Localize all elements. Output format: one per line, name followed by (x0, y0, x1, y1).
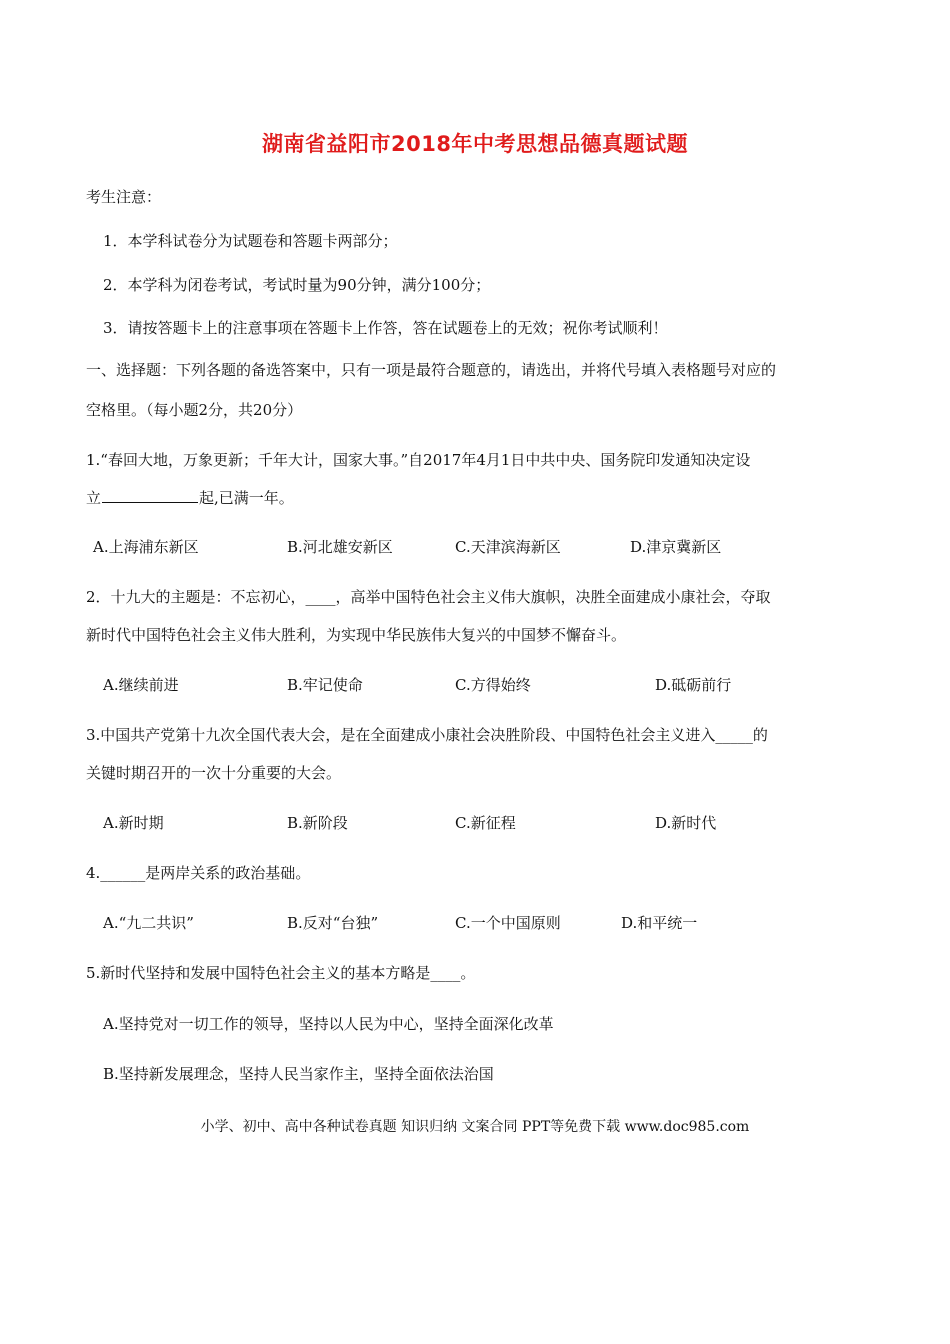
question-1-suffix: 起,已满一年。 (199, 489, 294, 507)
question-3-line2: 关键时期召开的一次十分重要的大会。 (86, 764, 342, 782)
notice-item-2: 2．本学科为闭卷考试，考试时量为90分钟，满分100分； (103, 276, 491, 294)
question-4-option-c: C.一个中国原则 (455, 914, 561, 932)
question-1-option-c: C.天津滨海新区 (455, 538, 561, 556)
question-2-option-a: A.继续前进 (103, 676, 179, 694)
question-1-option-b: B.河北雄安新区 (287, 538, 393, 556)
section-instruction-line1: 一、选择题：下列各题的备选答案中，只有一项是最符合题意的，请选出，并将代号填入表格题号对应的 (86, 361, 777, 379)
page-title: 湖南省益阳市2018年中考思想品德真题试题 (262, 132, 688, 156)
question-3-option-d: D.新时代 (655, 814, 717, 832)
question-3-option-a: A.新时期 (103, 814, 164, 832)
question-5-line1: 5.新时代坚持和发展中国特色社会主义的基本方略是____。 (86, 964, 476, 982)
question-3-option-c: C.新征程 (455, 814, 516, 832)
question-1-line1: 1.“春回大地，万象更新；千年大计，国家大事。”自2017年4月1日中共中央、国务院印发通知决定设 (86, 451, 751, 469)
question-1-line2 (86, 488, 294, 508)
question-4-option-a: A.“九二共识” (103, 914, 194, 932)
answer-blank (102, 488, 198, 503)
question-2-line2: 新时代中国特色社会主义伟大胜利，为实现中华民族伟大复兴的中国梦不懈奋斗。 (86, 626, 627, 644)
notice-item-3: 3．请按答题卡上的注意事项在答题卡上作答，答在试题卷上的无效；祝你考试顺利！ (103, 319, 668, 337)
question-2-option-c: C.方得始终 (455, 676, 531, 694)
question-5-option-a: A.坚持党对一切工作的领导，坚持以人民为中心，坚持全面深化改革 (103, 1015, 554, 1033)
question-1-option-d: D.津京冀新区 (630, 538, 722, 556)
section-instruction-line2: 空格里。（每小题2分，共20分） (86, 401, 303, 419)
question-3-line1: 3.中国共产党第十九次全国代表大会，是在全面建成小康社会决胜阶段、中国特色社会主义进入_____的 (86, 726, 768, 744)
question-1-option-a: A.上海浦东新区 (93, 538, 199, 556)
question-4-option-d: D.和平统一 (621, 914, 698, 932)
question-3-option-b: B.新阶段 (287, 814, 348, 832)
question-4-line1: 4.______是两岸关系的政治基础。 (86, 864, 311, 882)
footer-text: 小学、初中、高中各种试卷真题 知识归纳 文案合同 PPT等免费下载 www.doc985.com (200, 1119, 750, 1135)
question-1-prefix: 立 (86, 489, 102, 507)
notice-item-1: 1．本学科试卷分为试题卷和答题卡两部分； (103, 232, 398, 250)
question-2-option-b: B.牢记使命 (287, 676, 363, 694)
question-2-option-d: D.砥砺前行 (655, 676, 732, 694)
notice-heading: 考生注意： (86, 188, 162, 206)
question-5-option-b: B.坚持新发展理念，坚持人民当家作主，坚持全面依法治国 (103, 1065, 494, 1083)
question-2-line1: 2．十九大的主题是：不忘初心，____，高举中国特色社会主义伟大旗帜，决胜全面建成小康社会，夺取 (86, 588, 771, 606)
question-4-option-b: B.反对“台独” (287, 914, 379, 932)
